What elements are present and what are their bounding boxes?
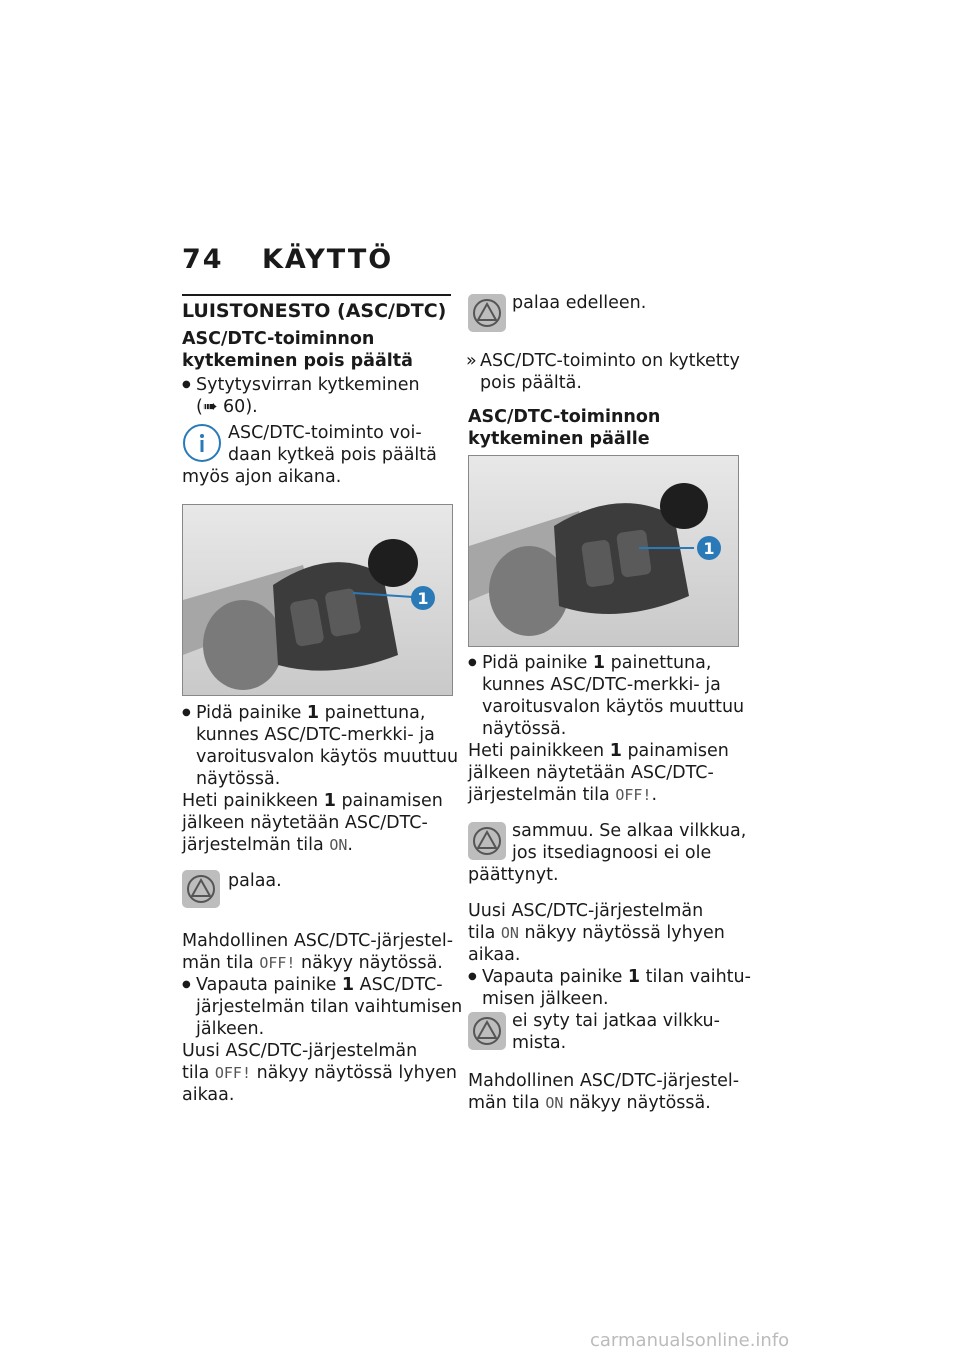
status-code: OFF! <box>259 954 296 972</box>
para-status-off <box>468 740 729 806</box>
watermark: carmanualsonline.info <box>590 1330 790 1351</box>
text: tilan vaihtu- <box>640 967 751 987</box>
text: män tila <box>468 1093 546 1113</box>
text-line: ASC/DTC-toiminto voi- <box>228 423 422 443</box>
text-line: Mahdollinen ASC/DTC-järjestel- <box>182 931 454 951</box>
para-status-on <box>182 790 443 856</box>
text-line: Uusi ASC/DTC-järjestelmän <box>182 1041 418 1061</box>
page-reference-link[interactable]: (➠ 60). <box>196 397 258 417</box>
button-ref: 1 <box>627 967 641 987</box>
button-ref: 1 <box>592 653 606 673</box>
button-ref: 1 <box>341 975 355 995</box>
text-line: varoitusvalon käytös muuttuu <box>482 697 745 717</box>
bullet-press-button <box>196 702 458 790</box>
text-line: sammuu. Se alkaa vilkkua, <box>512 821 747 841</box>
text-line: mista. <box>512 1033 567 1053</box>
text-line: kunnes ASC/DTC-merkki- ja <box>196 725 435 745</box>
text-line: ei syty tai jatkaa vilkku- <box>512 1011 720 1031</box>
result-off <box>480 350 740 394</box>
text: painamisen <box>335 791 443 811</box>
text: tila <box>468 923 501 943</box>
text-line: myös ajon aikana. <box>182 467 342 487</box>
warning-light-icon <box>182 870 220 908</box>
warning-note: palaa edelleen. <box>512 293 647 313</box>
bullet-release-button <box>196 974 462 1040</box>
info-note <box>228 422 437 466</box>
warning-note-no-light <box>512 1010 720 1054</box>
text: Vapauta painike <box>196 975 342 995</box>
section-rule <box>182 294 451 296</box>
text: ASC/DTC- <box>354 975 443 995</box>
text: Pidä painike <box>196 703 307 723</box>
text-line: » ASC/DTC-toiminto on kytketty <box>480 351 740 371</box>
text-line: ● Sytytysvirran kytkeminen <box>196 375 420 395</box>
text-line: kunnes ASC/DTC-merkki- ja <box>482 675 721 695</box>
text: painettuna, <box>605 653 712 673</box>
status-code: OFF! <box>214 1064 251 1082</box>
text: näkyy näytössä. <box>295 953 443 973</box>
text-line: näytössä. <box>196 769 281 789</box>
text-line: Uusi ASC/DTC-järjestelmän <box>468 901 704 921</box>
text-line: Mahdollinen ASC/DTC-järjestel- <box>468 1071 740 1091</box>
text: Vapauta painike <box>482 967 628 987</box>
subheading-off <box>182 328 413 372</box>
text: näkyy näytössä. <box>563 1093 711 1113</box>
photo-callout-1: 1 <box>703 539 715 558</box>
text-line: pois päältä. <box>480 373 582 393</box>
text: män tila <box>182 953 260 973</box>
text: painamisen <box>621 741 729 761</box>
text-line: daan kytkeä pois päältä <box>228 445 437 465</box>
subheading-on <box>468 406 660 450</box>
bullet-release-button <box>482 966 751 1010</box>
subheading-line: ASC/DTC-toiminnon <box>182 329 375 349</box>
status-code: ON <box>329 836 348 854</box>
text: . <box>347 835 353 855</box>
para-new-status <box>182 1040 457 1106</box>
page-header <box>182 244 393 275</box>
subheading-line: kytkeminen päälle <box>468 429 650 449</box>
subheading-line: ASC/DTC-toiminnon <box>468 407 661 427</box>
text-line: päättynyt. <box>468 865 559 885</box>
para-status-off <box>182 930 453 974</box>
text-line: järjestelmän tilan vaihtumisen <box>196 997 463 1017</box>
text: näkyy näytössä lyhyen <box>518 923 725 943</box>
status-code: ON <box>545 1094 564 1112</box>
subheading-line: kytkeminen pois päältä <box>182 351 413 371</box>
section-title: LUISTONESTO (ASC/DTC) <box>182 300 447 322</box>
text: Heti painikkeen <box>468 741 610 761</box>
text: Pidä painike <box>482 653 593 673</box>
text: tila <box>182 1063 215 1083</box>
button-ref: 1 <box>323 791 336 811</box>
text-line: jälkeen näytetään ASC/DTC- <box>468 763 714 783</box>
text: näkyy näytössä lyhyen <box>251 1063 457 1083</box>
text-line: aikaa. <box>468 945 521 965</box>
page-number: 74 <box>182 244 224 275</box>
para-possible-status <box>468 1070 739 1114</box>
warning-light-icon <box>468 822 506 860</box>
button-ref: 1 <box>306 703 320 723</box>
text-line: näytössä. <box>482 719 567 739</box>
warning-light-icon <box>468 1012 506 1050</box>
warning-light-icon <box>468 294 506 332</box>
text: . <box>651 785 658 805</box>
warning-note: palaa. <box>228 871 282 891</box>
bullet-press-button <box>482 652 744 740</box>
text: järjestelmän tila <box>182 835 330 855</box>
handlebar-switch-photo-2 <box>468 455 739 647</box>
text-line: misen jälkeen. <box>482 989 609 1009</box>
text-line: varoitusvalon käytös muuttuu <box>196 747 459 767</box>
text-line: jälkeen. <box>196 1019 265 1039</box>
text: järjestelmän tila <box>468 785 616 805</box>
bullet-ignition <box>196 374 420 418</box>
button-ref: 1 <box>609 741 622 761</box>
text: painettuna, <box>319 703 426 723</box>
text-line: aikaa. <box>182 1085 235 1105</box>
text-line: jos itsediagnoosi ei ole <box>512 843 712 863</box>
status-code: ON <box>500 924 519 942</box>
para-new-status <box>468 900 725 966</box>
photo-callout-1: 1 <box>417 589 429 608</box>
warning-note-blink <box>512 820 746 864</box>
handlebar-switch-photo-1 <box>182 504 453 696</box>
status-code: OFF! <box>615 786 652 804</box>
info-icon <box>183 424 221 462</box>
text: Heti painikkeen <box>182 791 324 811</box>
chapter-title: KÄYTTÖ <box>262 244 394 275</box>
text-line: jälkeen näytetään ASC/DTC- <box>182 813 428 833</box>
